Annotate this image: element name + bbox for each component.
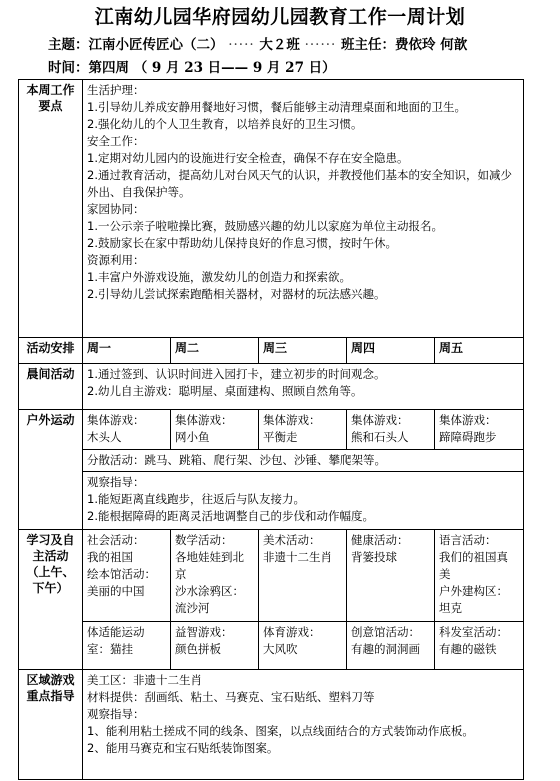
row-learning-1 — [19, 530, 524, 622]
group-game-mon — [83, 410, 171, 450]
group-game-fri — [435, 410, 524, 450]
teacher-value: 费依玲 何歆 — [395, 37, 468, 53]
row-outdoor-observe — [19, 472, 524, 530]
row-outdoor-games — [19, 410, 524, 450]
group-game-title: 集体游戏： — [439, 413, 497, 427]
learning-text: 流沙河 — [175, 601, 210, 615]
learning-text: 美术活动： — [263, 533, 321, 547]
group-game-name: 蹄障碍跑步 — [439, 430, 497, 444]
group-game-thu — [347, 410, 435, 450]
focus-line: 2.强化幼儿的个人卫生教育，以培养良好的卫生习惯。 — [87, 117, 363, 131]
morning-line: 2.幼儿自主游戏：聪明屋、桌面建构、照顾自然角等。 — [87, 384, 363, 398]
learning-text: 大风吹 — [263, 642, 298, 656]
learning-text: 颜色拼板 — [175, 642, 221, 656]
focus-line: 1.丰富户外游戏设施，激发幼儿的创造力和探索欲。 — [87, 270, 351, 284]
row-outdoor-split — [19, 450, 524, 472]
group-game-wed — [259, 410, 347, 450]
row-label-schedule: 活动安排 — [19, 338, 83, 364]
row-label-learning: 学习及自主活动（上午、下午） — [19, 530, 83, 670]
group-game-title: 集体游戏： — [263, 413, 321, 427]
teacher-label: 班主任： — [341, 37, 396, 53]
learning-text: 户外建构区： — [439, 584, 508, 598]
focus-line: 生活护理： — [87, 83, 145, 97]
focus-line: 1.定期对幼儿园内的设施进行安全检查，确保不存在安全隐患。 — [87, 151, 409, 165]
learning-thu — [347, 530, 435, 622]
learning-text: 坦克 — [439, 601, 462, 615]
learning-mon — [83, 530, 171, 622]
day-thu: 周四 — [347, 338, 435, 364]
day-wed: 周三 — [259, 338, 347, 364]
time-value: 第四周 （ 9 月 23 日—— 9 月 27 日） — [88, 60, 336, 76]
theme-label: 主题： — [48, 37, 89, 53]
row-learning-2 — [19, 622, 524, 670]
area-cell — [83, 670, 524, 780]
learning-text: 体育游戏： — [263, 625, 321, 639]
row-morning — [19, 364, 524, 410]
row-schedule — [19, 338, 524, 364]
split-activity-cell: 分散活动：跳马、跳箱、爬行架、沙包、沙锤、攀爬架等。 — [83, 450, 524, 472]
observe-line: 观察指导： — [87, 475, 145, 489]
weekly-focus-cell — [83, 80, 524, 338]
learning-wed — [259, 530, 347, 622]
learning-fri — [435, 530, 524, 622]
learning-text: 非遗十二生肖 — [263, 550, 332, 564]
meta-line-theme — [48, 33, 467, 53]
day-fri: 周五 — [435, 338, 524, 364]
group-game-tue — [171, 410, 259, 450]
day-mon: 周一 — [83, 338, 171, 364]
morning-cell — [83, 364, 524, 410]
learning-text: 背篓投球 — [351, 550, 397, 564]
dots-separator: ····· — [228, 37, 255, 53]
focus-line: 2.通过教育活动，提高幼儿对台风天气的认识，并教授他们基本的安全知识，如减少外出、自我保护等。 — [87, 168, 512, 199]
morning-line: 1.通过签到、认识时间进入园打卡，建立初步的时间观念。 — [87, 367, 386, 381]
learning-text: 各地娃娃到北京 — [175, 550, 244, 581]
learning-text: 沙水涂鸦区： — [175, 584, 244, 598]
area-line: 1、能利用粘土搓成不同的线条、图案，以点线面结合的方式装饰动作底板。 — [87, 724, 474, 738]
group-game-name: 熊和石头人 — [351, 430, 409, 444]
group-game-name: 网小鱼 — [175, 430, 210, 444]
weekly-plan-table — [18, 79, 524, 780]
row-label-outdoor: 户外运动 — [19, 410, 83, 530]
area-line: 观察指导： — [87, 707, 145, 721]
row-weekly-focus — [19, 80, 524, 338]
learning-text: 社会活动： — [87, 533, 145, 547]
area-line: 材料提供：刮画纸、粘土、马赛克、宝石贴纸、塑料刀等 — [87, 690, 375, 704]
focus-line: 安全工作： — [87, 134, 145, 148]
learning2-mon — [83, 622, 171, 670]
group-game-name: 木头人 — [87, 430, 122, 444]
meta-line-time — [48, 56, 336, 76]
learning-text: 绘本馆活动： — [87, 567, 156, 581]
time-label: 时间： — [48, 60, 89, 76]
observe-line: 1.能短距离直线跑步，往返后与队友接力。 — [87, 492, 305, 506]
focus-line: 1.一公示亲子啦啦操比赛，鼓励感兴趣的幼儿以家庭为单位主动报名。 — [87, 219, 443, 233]
class-value: 大２班 — [259, 37, 300, 53]
focus-line: 家园协同： — [87, 202, 145, 216]
learning-text: 数学活动： — [175, 533, 233, 547]
day-tue: 周二 — [171, 338, 259, 364]
learning-text: 语言活动： — [439, 533, 497, 547]
focus-line: 1.引导幼儿养成安静用餐地好习惯，餐后能够主动清理桌面和地面的卫生。 — [87, 100, 466, 114]
focus-line: 2.引导幼儿尝试探索跑酷相关器材，对器材的玩法感兴趣。 — [87, 287, 386, 301]
learning-text: 益智游戏： — [175, 625, 233, 639]
learning2-tue — [171, 622, 259, 670]
learning-text: 我的祖国 — [87, 550, 133, 564]
learning-text: 体适能运动室：猫挂 — [87, 625, 145, 656]
focus-line: 2.鼓励家长在家中帮助幼儿保持良好的作息习惯，按时午休。 — [87, 236, 397, 250]
row-area — [19, 670, 524, 780]
theme-value: 江南小匠传匠心（二） — [88, 37, 224, 53]
outdoor-observe-cell — [83, 472, 524, 530]
learning2-wed — [259, 622, 347, 670]
learning-text: 创意馆活动： — [351, 625, 420, 639]
group-game-name: 平衡走 — [263, 430, 298, 444]
learning2-fri — [435, 622, 524, 670]
row-label-morning: 晨间活动 — [19, 364, 83, 410]
area-line: 美工区：非遗十二生肖 — [87, 673, 202, 687]
row-label-weekly-focus: 本周工作要点 — [19, 80, 83, 338]
learning-tue — [171, 530, 259, 622]
group-game-title: 集体游戏： — [351, 413, 409, 427]
learning-text: 健康活动： — [351, 533, 409, 547]
learning2-thu — [347, 622, 435, 670]
learning-text: 我们的祖国真美 — [439, 550, 508, 581]
learning-text: 有趣的磁铁 — [439, 642, 497, 656]
row-label-area: 区域游戏重点指导 — [19, 670, 83, 780]
group-game-title: 集体游戏： — [175, 413, 233, 427]
learning-text: 有趣的洞洞画 — [351, 642, 420, 656]
group-game-title: 集体游戏： — [87, 413, 145, 427]
learning-text: 科发室活动： — [439, 625, 508, 639]
page-title: 江南幼儿园华府园幼儿园教育工作一周计划 — [94, 6, 466, 28]
dots-separator: ······ — [304, 37, 337, 53]
observe-line: 2.能根据障碍的距离灵活地调整自己的步伐和动作幅度。 — [87, 509, 374, 523]
area-line: 2、能用马赛克和宝石贴纸装饰图案。 — [87, 741, 279, 755]
learning-text: 美丽的中国 — [87, 584, 145, 598]
focus-line: 资源利用： — [87, 253, 145, 267]
